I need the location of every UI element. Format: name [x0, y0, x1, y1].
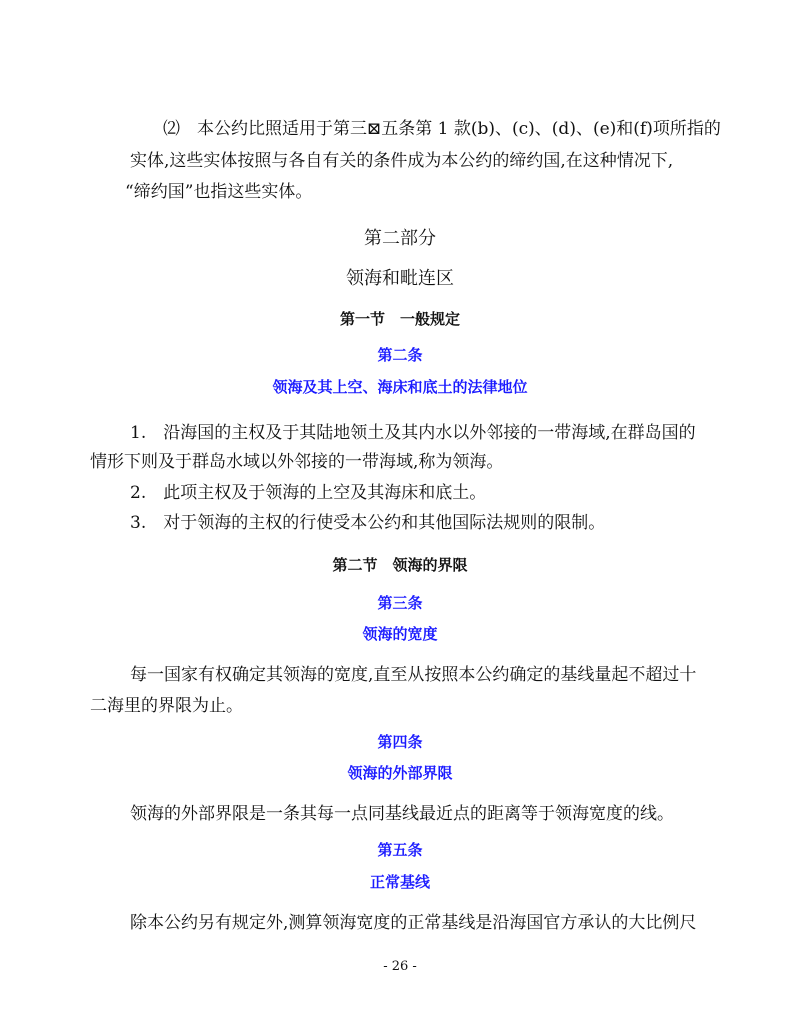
part-title: 第二部分: [364, 228, 436, 249]
para-line: 实体,这些实体按照与各自有关的条件成为本公约的缔约国,在这种情况下,: [130, 151, 674, 171]
para-line: “缔约国”也指这些实体。: [125, 182, 313, 202]
para-line: 领海的外部界限是一条其每一点同基线最近点的距离等于领海宽度的线。: [130, 804, 674, 824]
article-number: 第五条: [377, 841, 423, 859]
article-title: 正常基线: [369, 873, 430, 891]
para-line: 二海里的界限为止。: [90, 696, 243, 716]
article-number: 第四条: [377, 733, 423, 751]
para-line: 3. 对于领海的主权的行使受本公约和其他国际法规则的限制。: [130, 513, 606, 533]
section-heading: 第二节 领海的界限: [332, 556, 468, 574]
article-title: 领海及其上空、海床和底土的法律地位: [272, 378, 528, 396]
article-title: 领海的外部界限: [347, 764, 453, 782]
part-subtitle: 领海和毗连区: [346, 268, 454, 289]
section-heading: 第一节 一般规定: [339, 310, 460, 328]
page-number: - 26 -: [383, 959, 417, 974]
para-line: 除本公约另有规定外,测算领海宽度的正常基线是沿海国官方承认的大比例尺: [130, 913, 697, 933]
para-line: ⑵ 本公约比照适用于第三⊠五条第 1 款(b)、(c)、(d)、(e)和(f)项所指的: [163, 119, 721, 139]
article-number: 第二条: [377, 346, 423, 364]
article-title: 领海的宽度: [362, 625, 438, 643]
para-line: 每一国家有权确定其领海的宽度,直至从按照本公约确定的基线量起不超过十: [130, 665, 697, 685]
article-number: 第三条: [377, 594, 423, 612]
para-line: 情形下则及于群岛水域以外邻接的一带海域,称为领海。: [90, 452, 504, 472]
para-line: 2. 此项主权及于领海的上空及其海床和底土。: [130, 483, 487, 503]
para-line: 1. 沿海国的主权及于其陆地领土及其内水以外邻接的一带海域,在群岛国的: [130, 423, 696, 443]
